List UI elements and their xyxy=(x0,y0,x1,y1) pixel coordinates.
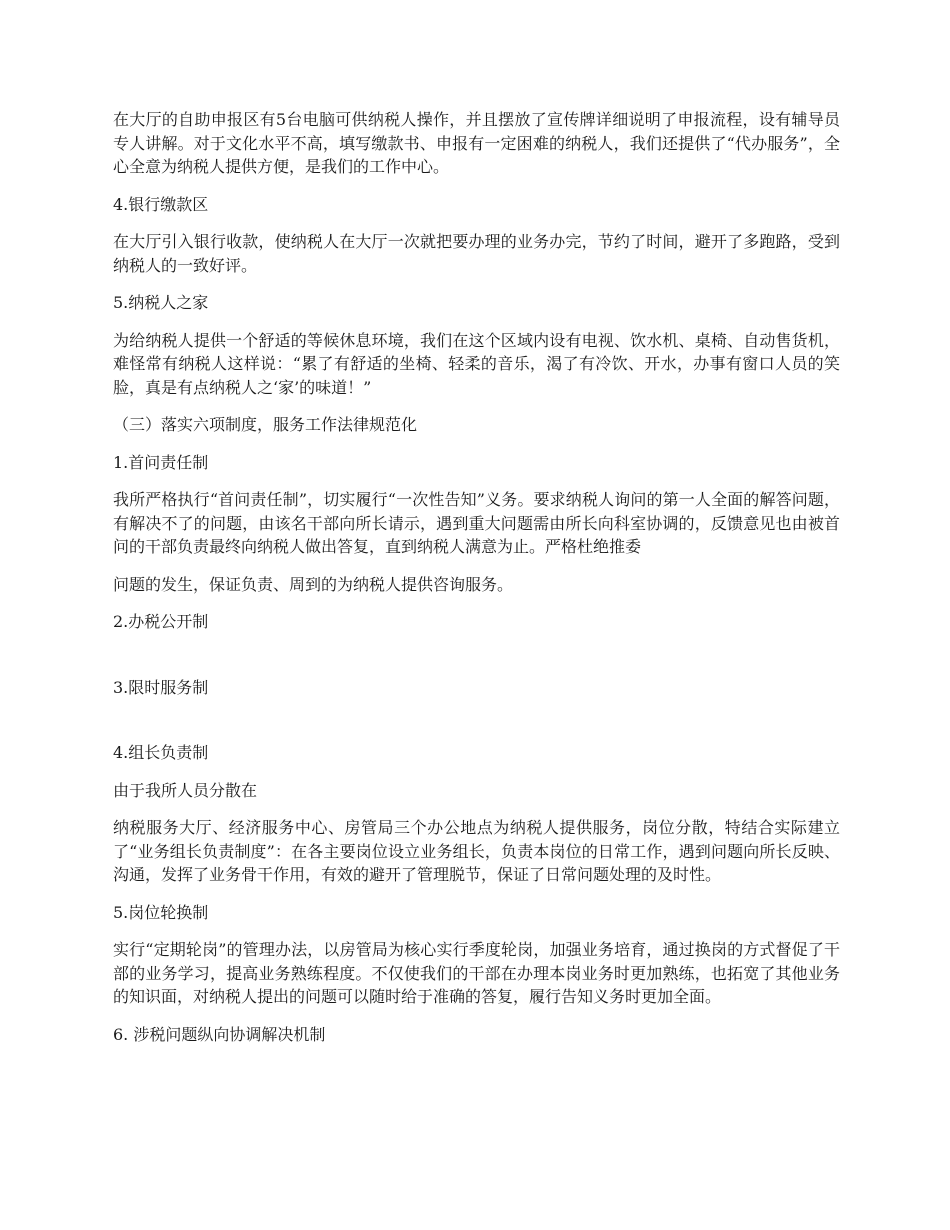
paragraph-taxpayer-home: 为给纳税人提供一个舒适的等候休息环境，我们在这个区域内设有电视、饮水机、桌椅、自动售货机，难怪常有纳税人这样说：“累了有舒适的坐椅、轻柔的音乐，渴了有冷饮、开水，办事有窗口人员的笑脸，真是有点纳税人之‘家’的味道！” xyxy=(113,330,840,397)
heading-open-tax: 2.办税公开制 xyxy=(113,612,209,631)
blank-space xyxy=(113,713,840,741)
heading-team-leader: 4.组长负责制 xyxy=(113,743,209,762)
blank-space xyxy=(113,648,840,676)
paragraph-team-leader: 纳税服务大厅、经济服务中心、房管局三个办公地点为纳税人提供服务，岗位分散，特结合实际建立了“业务组长负责制度”：在各主要岗位设立业务组长，负责本岗位的日常工作，遇到问题向所长反映、沟通，发挥了业务骨干作用，有效的避开了管理脱节，保证了日常问题处理的及时性。 xyxy=(113,818,840,884)
heading-six-systems: （三）落实六项制度，服务工作法律规范化 xyxy=(113,415,418,434)
heading-vertical-coordination: 6. 涉税问题纵向协调解决机制 xyxy=(113,1024,326,1044)
paragraph-bank-payment: 在大厅引入银行收款，使纳税人在大厅一次就把要办理的业务办完，节约了时间，避开了多跑路，受到纳税人的一致好评。 xyxy=(113,232,840,275)
paragraph-job-rotation: 实行“定期轮岗”的管理办法，以房管局为核心实行季度轮岗，加强业务培育，通过换岗的方式督促了干部的业务学习，提高业务熟练程度。不仅使我们的干部在办理本岗业务时更加熟练，也拓宽了其他业务的知识面，对纳税人提出的问题可以随时给于准确的答复，履行告知义务时更加全面。 xyxy=(113,940,840,1006)
paragraph-self-service-area: 在大厅的自助申报区有5台电脑可供纳税人操作，并且摆放了宣传牌详细说明了申报流程，设有辅导员专人讲解。对于文化水平不高，填写缴款书、申报有一定困难的纳税人，我们还提供了“代办服务”，全心全意为纳税人提供方便，是我们的工作中心。 xyxy=(113,110,840,176)
heading-first-inquiry: 1.首问责任制 xyxy=(113,452,209,472)
heading-taxpayer-home: 5.纳税人之家 xyxy=(113,293,209,312)
paragraph-first-inquiry: 我所严格执行“首问责任制”，切实履行“一次性告知”义务。要求纳税人询问的第一人全面的解答问题，有解决不了的问题，由该名干部向所长请示，遇到重大问题需由所长向科室协调的，反馈意见也由被首问的干部负责最终向纳税人做出答复，直到纳税人满意为止。严格杜绝推委 xyxy=(113,490,840,556)
paragraph-first-inquiry-cont: 问题的发生，保证负责、周到的为纳税人提供咨询服务。 xyxy=(113,574,514,594)
document-page xyxy=(113,108,840,1060)
heading-bank-payment-area: 4.银行缴款区 xyxy=(113,194,209,214)
heading-time-limit: 3.限时服务制 xyxy=(113,677,209,697)
heading-job-rotation: 5.岗位轮换制 xyxy=(113,902,209,922)
paragraph-staff-dispersed: 由于我所人员分散在 xyxy=(113,780,258,800)
